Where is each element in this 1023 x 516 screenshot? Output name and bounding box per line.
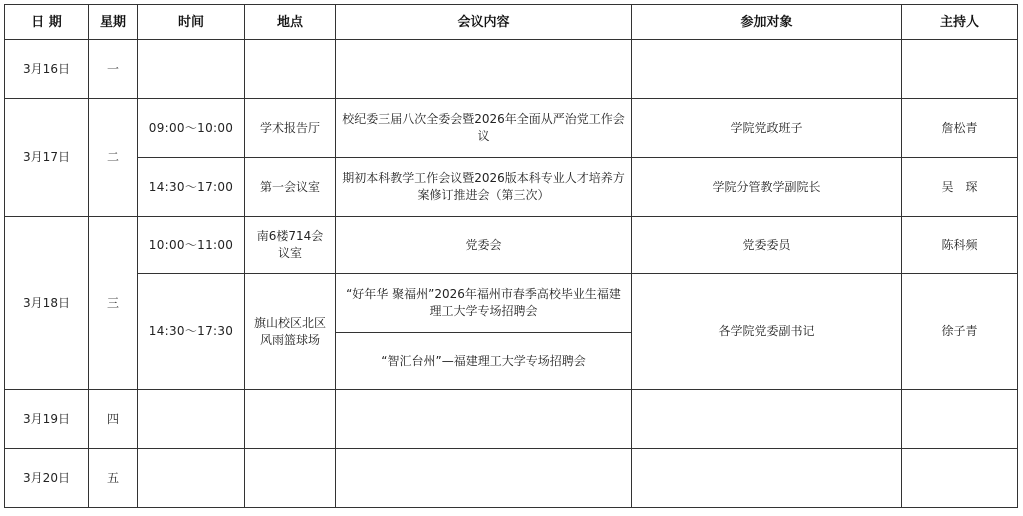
header-weekday: 星期 [89,5,138,40]
table-row [5,390,1018,449]
empty-cell [902,449,1018,508]
content-cell: “智汇台州”—福建理工大学专场招聘会 [336,333,632,390]
weekday-cell: 四 [89,390,138,449]
empty-cell [245,40,336,99]
attendees-cell: 学院分管教学副院长 [632,158,902,217]
empty-cell [902,40,1018,99]
content-cell: 期初本科教学工作会议暨2026版本科专业人才培养方案修订推进会（第三次） [336,158,632,217]
weekday-cell: 二 [89,99,138,217]
empty-cell [632,449,902,508]
weekday-cell: 一 [89,40,138,99]
host-cell: 陈科频 [902,217,1018,274]
table-row [5,217,1018,274]
header-date: 日 期 [5,5,89,40]
weekday-cell: 五 [89,449,138,508]
empty-cell [245,449,336,508]
date-cell: 3月18日 [5,217,89,390]
empty-cell [632,40,902,99]
header-time: 时间 [138,5,245,40]
table-row [5,40,1018,99]
empty-cell [138,40,245,99]
table-row [5,449,1018,508]
time-cell: 14:30～17:00 [138,158,245,217]
table-row [5,158,1018,217]
empty-cell [902,390,1018,449]
date-cell: 3月16日 [5,40,89,99]
date-cell: 3月19日 [5,390,89,449]
location-cell: 第一会议室 [245,158,336,217]
time-cell: 09:00～10:00 [138,99,245,158]
host-cell: 吴 琛 [902,158,1018,217]
content-cell: 校纪委三届八次全委会暨2026年全面从严治党工作会议 [336,99,632,158]
time-cell: 10:00～11:00 [138,217,245,274]
content-cell: 党委会 [336,217,632,274]
empty-cell [138,449,245,508]
empty-cell [632,390,902,449]
host-cell: 詹松青 [902,99,1018,158]
header-host: 主持人 [902,5,1018,40]
empty-cell [245,390,336,449]
empty-cell [336,40,632,99]
location-cell: 学术报告厅 [245,99,336,158]
attendees-cell: 各学院党委副书记 [632,274,902,390]
meeting-schedule-table [4,4,1018,508]
location-cell: 旗山校区北区风雨篮球场 [245,274,336,390]
host-cell: 徐子青 [902,274,1018,390]
header-content: 会议内容 [336,5,632,40]
header-row [5,5,1018,40]
empty-cell [138,390,245,449]
header-location: 地点 [245,5,336,40]
attendees-cell: 学院党政班子 [632,99,902,158]
date-cell: 3月20日 [5,449,89,508]
date-cell: 3月17日 [5,99,89,217]
header-attendees: 参加对象 [632,5,902,40]
empty-cell [336,449,632,508]
weekday-cell: 三 [89,217,138,390]
empty-cell [336,390,632,449]
content-cell: “好年华 聚福州”2026年福州市春季高校毕业生福建理工大学专场招聘会 [336,274,632,333]
location-cell: 南6楼714会议室 [245,217,336,274]
table-row [5,274,1018,333]
attendees-cell: 党委委员 [632,217,902,274]
table-row [5,99,1018,158]
time-cell: 14:30～17:30 [138,274,245,390]
